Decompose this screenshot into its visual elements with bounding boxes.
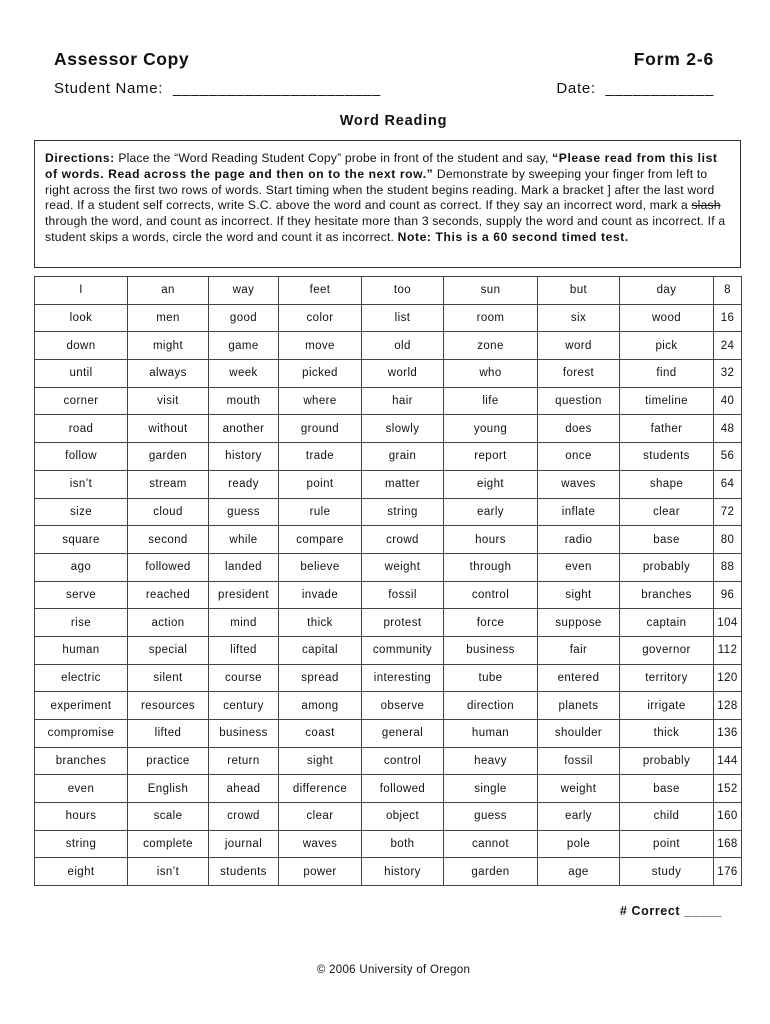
- word-cell: fossil: [362, 581, 444, 609]
- word-cell: corner: [35, 387, 128, 415]
- word-cell: hours: [444, 526, 538, 554]
- cumulative-count-cell: 176: [714, 858, 742, 886]
- word-cell: sun: [444, 277, 538, 305]
- word-cell: look: [35, 304, 128, 332]
- cumulative-count-cell: 80: [714, 526, 742, 554]
- word-cell: electric: [35, 664, 128, 692]
- word-cell: silent: [128, 664, 209, 692]
- word-cell: square: [35, 526, 128, 554]
- directions-label: Directions:: [45, 151, 115, 165]
- word-cell: stream: [128, 470, 209, 498]
- word-cell: cloud: [128, 498, 209, 526]
- word-cell: point: [620, 830, 714, 858]
- date-field: Date: ____________: [556, 80, 714, 97]
- word-cell: fossil: [538, 747, 620, 775]
- word-cell: practice: [128, 747, 209, 775]
- word-cell: old: [362, 332, 444, 360]
- word-cell: course: [209, 664, 279, 692]
- word-cell: tube: [444, 664, 538, 692]
- word-cell: study: [620, 858, 714, 886]
- word-cell: shape: [620, 470, 714, 498]
- table-row: [35, 830, 742, 858]
- word-cell: early: [538, 803, 620, 831]
- table-row: [35, 692, 742, 720]
- table-row: [35, 609, 742, 637]
- word-cell: good: [209, 304, 279, 332]
- word-cell: pole: [538, 830, 620, 858]
- word-cell: once: [538, 443, 620, 471]
- word-cell: ready: [209, 470, 279, 498]
- word-cell: both: [362, 830, 444, 858]
- word-cell: clear: [620, 498, 714, 526]
- word-cell: even: [538, 553, 620, 581]
- word-cell: color: [279, 304, 362, 332]
- word-cell: question: [538, 387, 620, 415]
- table-row: [35, 581, 742, 609]
- cumulative-count-cell: 96: [714, 581, 742, 609]
- table-row: [35, 720, 742, 748]
- word-cell: report: [444, 443, 538, 471]
- word-cell: branches: [620, 581, 714, 609]
- word-cell: governor: [620, 636, 714, 664]
- word-cell: community: [362, 636, 444, 664]
- correct-count-field: # Correct _____: [619, 904, 722, 918]
- word-cell: planets: [538, 692, 620, 720]
- word-cell: too: [362, 277, 444, 305]
- cumulative-count-cell: 24: [714, 332, 742, 360]
- word-cell: down: [35, 332, 128, 360]
- table-row: [35, 858, 742, 886]
- word-cell: serve: [35, 581, 128, 609]
- word-cell: followed: [362, 775, 444, 803]
- table-row: [35, 747, 742, 775]
- word-cell: history: [209, 443, 279, 471]
- word-cell: pick: [620, 332, 714, 360]
- word-cell: way: [209, 277, 279, 305]
- word-cell: isn’t: [35, 470, 128, 498]
- word-cell: ahead: [209, 775, 279, 803]
- cumulative-count-cell: 8: [714, 277, 742, 305]
- word-cell: early: [444, 498, 538, 526]
- word-cell: return: [209, 747, 279, 775]
- word-cell: does: [538, 415, 620, 443]
- word-cell: irrigate: [620, 692, 714, 720]
- word-cell: forest: [538, 360, 620, 388]
- word-cell: among: [279, 692, 362, 720]
- word-cell: English: [128, 775, 209, 803]
- word-cell: rise: [35, 609, 128, 637]
- word-cell: eight: [35, 858, 128, 886]
- cumulative-count-cell: 136: [714, 720, 742, 748]
- word-cell: rule: [279, 498, 362, 526]
- word-cell: father: [620, 415, 714, 443]
- cumulative-count-cell: 88: [714, 553, 742, 581]
- word-cell: protest: [362, 609, 444, 637]
- word-cell: guess: [444, 803, 538, 831]
- word-cell: timeline: [620, 387, 714, 415]
- word-cell: size: [35, 498, 128, 526]
- word-cell: list: [362, 304, 444, 332]
- word-cell: scale: [128, 803, 209, 831]
- word-cell: feet: [279, 277, 362, 305]
- word-cell: followed: [128, 553, 209, 581]
- word-cell: until: [35, 360, 128, 388]
- word-cell: guess: [209, 498, 279, 526]
- word-cell: six: [538, 304, 620, 332]
- student-name-field: Student Name: _______________________: [54, 80, 381, 97]
- directions-box: [34, 140, 741, 268]
- word-cell: landed: [209, 553, 279, 581]
- word-cell: young: [444, 415, 538, 443]
- word-cell: territory: [620, 664, 714, 692]
- word-cell: without: [128, 415, 209, 443]
- word-cell: control: [444, 581, 538, 609]
- word-cell: base: [620, 775, 714, 803]
- section-title: Word Reading: [339, 113, 448, 129]
- table-row: [35, 277, 742, 305]
- directions-text-1: Place the “Word Reading Student Copy” probe in front of the student and say,: [114, 151, 553, 165]
- table-row: [35, 526, 742, 554]
- cumulative-count-cell: 104: [714, 609, 742, 637]
- word-cell: thick: [620, 720, 714, 748]
- word-cell: eight: [444, 470, 538, 498]
- word-cell: mind: [209, 609, 279, 637]
- table-row: [35, 553, 742, 581]
- table-row: [35, 304, 742, 332]
- document-title: Assessor Copy: [54, 49, 190, 69]
- word-cell: but: [538, 277, 620, 305]
- word-cell: spread: [279, 664, 362, 692]
- word-cell: another: [209, 415, 279, 443]
- cumulative-count-cell: 112: [714, 636, 742, 664]
- word-cell: century: [209, 692, 279, 720]
- word-cell: isn’t: [128, 858, 209, 886]
- word-cell: word: [538, 332, 620, 360]
- directions-note: Note: This is a 60 second timed test.: [397, 229, 629, 244]
- word-cell: while: [209, 526, 279, 554]
- word-cell: point: [279, 470, 362, 498]
- table-row: [35, 803, 742, 831]
- cumulative-count-cell: 40: [714, 387, 742, 415]
- directions-prompt: “Please read from this list of words. Read across the page and then on to the next row.”: [45, 151, 718, 181]
- word-cell: suppose: [538, 609, 620, 637]
- word-cell: second: [128, 526, 209, 554]
- word-cell: power: [279, 858, 362, 886]
- table-row: [35, 415, 742, 443]
- word-cell: even: [35, 775, 128, 803]
- word-cell: might: [128, 332, 209, 360]
- word-cell: matter: [362, 470, 444, 498]
- word-cell: object: [362, 803, 444, 831]
- word-cell: experiment: [35, 692, 128, 720]
- word-cell: world: [362, 360, 444, 388]
- slash-example: slash: [691, 198, 721, 213]
- word-cell: follow: [35, 443, 128, 471]
- word-cell: business: [209, 720, 279, 748]
- word-cell: I: [35, 277, 128, 305]
- cumulative-count-cell: 152: [714, 775, 742, 803]
- word-cell: age: [538, 858, 620, 886]
- table-row: [35, 498, 742, 526]
- word-cell: hair: [362, 387, 444, 415]
- cumulative-count-cell: 16: [714, 304, 742, 332]
- table-row: [35, 387, 742, 415]
- word-cell: probably: [620, 553, 714, 581]
- word-cell: trade: [279, 443, 362, 471]
- word-cell: radio: [538, 526, 620, 554]
- word-cell: base: [620, 526, 714, 554]
- cumulative-count-cell: 32: [714, 360, 742, 388]
- directions-text-2: Demonstrate by sweeping your finger from left to right across the first two rows of words. Start timing when the student begins reading. Mark a bracket ] after the last word read. If a student self corrects, write S.C. above the word and count as correct. If they say an incorrect word, mark a: [45, 166, 715, 213]
- word-cell: heavy: [444, 747, 538, 775]
- word-cell: compare: [279, 526, 362, 554]
- word-cell: move: [279, 332, 362, 360]
- form-number: Form 2-6: [633, 49, 714, 69]
- word-cell: history: [362, 858, 444, 886]
- word-cell: resources: [128, 692, 209, 720]
- word-cell: picked: [279, 360, 362, 388]
- word-cell: hours: [35, 803, 128, 831]
- word-cell: students: [620, 443, 714, 471]
- word-cell: crowd: [362, 526, 444, 554]
- directions-text-3: through the word, and count as incorrect. If they hesitate more than 3 seconds, supply the word and count as incorrect. If a student skips a words, circle the word and count it as incorrect.: [45, 214, 726, 244]
- word-cell: interesting: [362, 664, 444, 692]
- word-cell: single: [444, 775, 538, 803]
- word-cell: sight: [538, 581, 620, 609]
- word-cell: probably: [620, 747, 714, 775]
- word-cell: ground: [279, 415, 362, 443]
- word-cell: visit: [128, 387, 209, 415]
- word-cell: students: [209, 858, 279, 886]
- word-cell: fair: [538, 636, 620, 664]
- word-cell: weight: [362, 553, 444, 581]
- word-cell: through: [444, 553, 538, 581]
- word-cell: captain: [620, 609, 714, 637]
- word-cell: who: [444, 360, 538, 388]
- word-cell: clear: [279, 803, 362, 831]
- word-cell: waves: [279, 830, 362, 858]
- word-cell: direction: [444, 692, 538, 720]
- word-cell: human: [444, 720, 538, 748]
- cumulative-count-cell: 56: [714, 443, 742, 471]
- word-cell: where: [279, 387, 362, 415]
- cumulative-count-cell: 144: [714, 747, 742, 775]
- table-row: [35, 443, 742, 471]
- word-cell: road: [35, 415, 128, 443]
- word-cell: week: [209, 360, 279, 388]
- word-cell: thick: [279, 609, 362, 637]
- table-row: [35, 332, 742, 360]
- word-cell: always: [128, 360, 209, 388]
- cumulative-count-cell: 160: [714, 803, 742, 831]
- word-cell: capital: [279, 636, 362, 664]
- word-cell: action: [128, 609, 209, 637]
- word-cell: lifted: [209, 636, 279, 664]
- word-cell: branches: [35, 747, 128, 775]
- word-cell: grain: [362, 443, 444, 471]
- word-cell: slowly: [362, 415, 444, 443]
- cumulative-count-cell: 48: [714, 415, 742, 443]
- word-cell: observe: [362, 692, 444, 720]
- word-cell: zone: [444, 332, 538, 360]
- word-cell: child: [620, 803, 714, 831]
- word-cell: wood: [620, 304, 714, 332]
- word-cell: string: [35, 830, 128, 858]
- word-cell: journal: [209, 830, 279, 858]
- word-cell: find: [620, 360, 714, 388]
- word-cell: coast: [279, 720, 362, 748]
- word-cell: inflate: [538, 498, 620, 526]
- table-row: [35, 664, 742, 692]
- cumulative-count-cell: 64: [714, 470, 742, 498]
- word-cell: an: [128, 277, 209, 305]
- word-cell: lifted: [128, 720, 209, 748]
- word-cell: cannot: [444, 830, 538, 858]
- word-cell: crowd: [209, 803, 279, 831]
- table-row: [35, 470, 742, 498]
- word-cell: garden: [444, 858, 538, 886]
- word-cell: day: [620, 277, 714, 305]
- word-cell: special: [128, 636, 209, 664]
- copyright-footer: © 2006 University of Oregon: [316, 964, 471, 976]
- word-cell: general: [362, 720, 444, 748]
- word-cell: game: [209, 332, 279, 360]
- word-cell: believe: [279, 553, 362, 581]
- word-cell: room: [444, 304, 538, 332]
- cumulative-count-cell: 168: [714, 830, 742, 858]
- word-cell: human: [35, 636, 128, 664]
- word-cell: waves: [538, 470, 620, 498]
- word-cell: entered: [538, 664, 620, 692]
- word-cell: ago: [35, 553, 128, 581]
- word-cell: reached: [128, 581, 209, 609]
- word-cell: sight: [279, 747, 362, 775]
- table-row: [35, 636, 742, 664]
- word-cell: life: [444, 387, 538, 415]
- cumulative-count-cell: 120: [714, 664, 742, 692]
- word-cell: men: [128, 304, 209, 332]
- table-row: [35, 775, 742, 803]
- word-cell: invade: [279, 581, 362, 609]
- word-cell: difference: [279, 775, 362, 803]
- word-reading-table: [34, 276, 742, 886]
- word-cell: president: [209, 581, 279, 609]
- word-cell: string: [362, 498, 444, 526]
- word-cell: garden: [128, 443, 209, 471]
- word-cell: force: [444, 609, 538, 637]
- cumulative-count-cell: 128: [714, 692, 742, 720]
- word-cell: complete: [128, 830, 209, 858]
- table-row: [35, 360, 742, 388]
- word-cell: shoulder: [538, 720, 620, 748]
- word-cell: business: [444, 636, 538, 664]
- cumulative-count-cell: 72: [714, 498, 742, 526]
- word-cell: compromise: [35, 720, 128, 748]
- word-cell: weight: [538, 775, 620, 803]
- word-cell: mouth: [209, 387, 279, 415]
- word-cell: control: [362, 747, 444, 775]
